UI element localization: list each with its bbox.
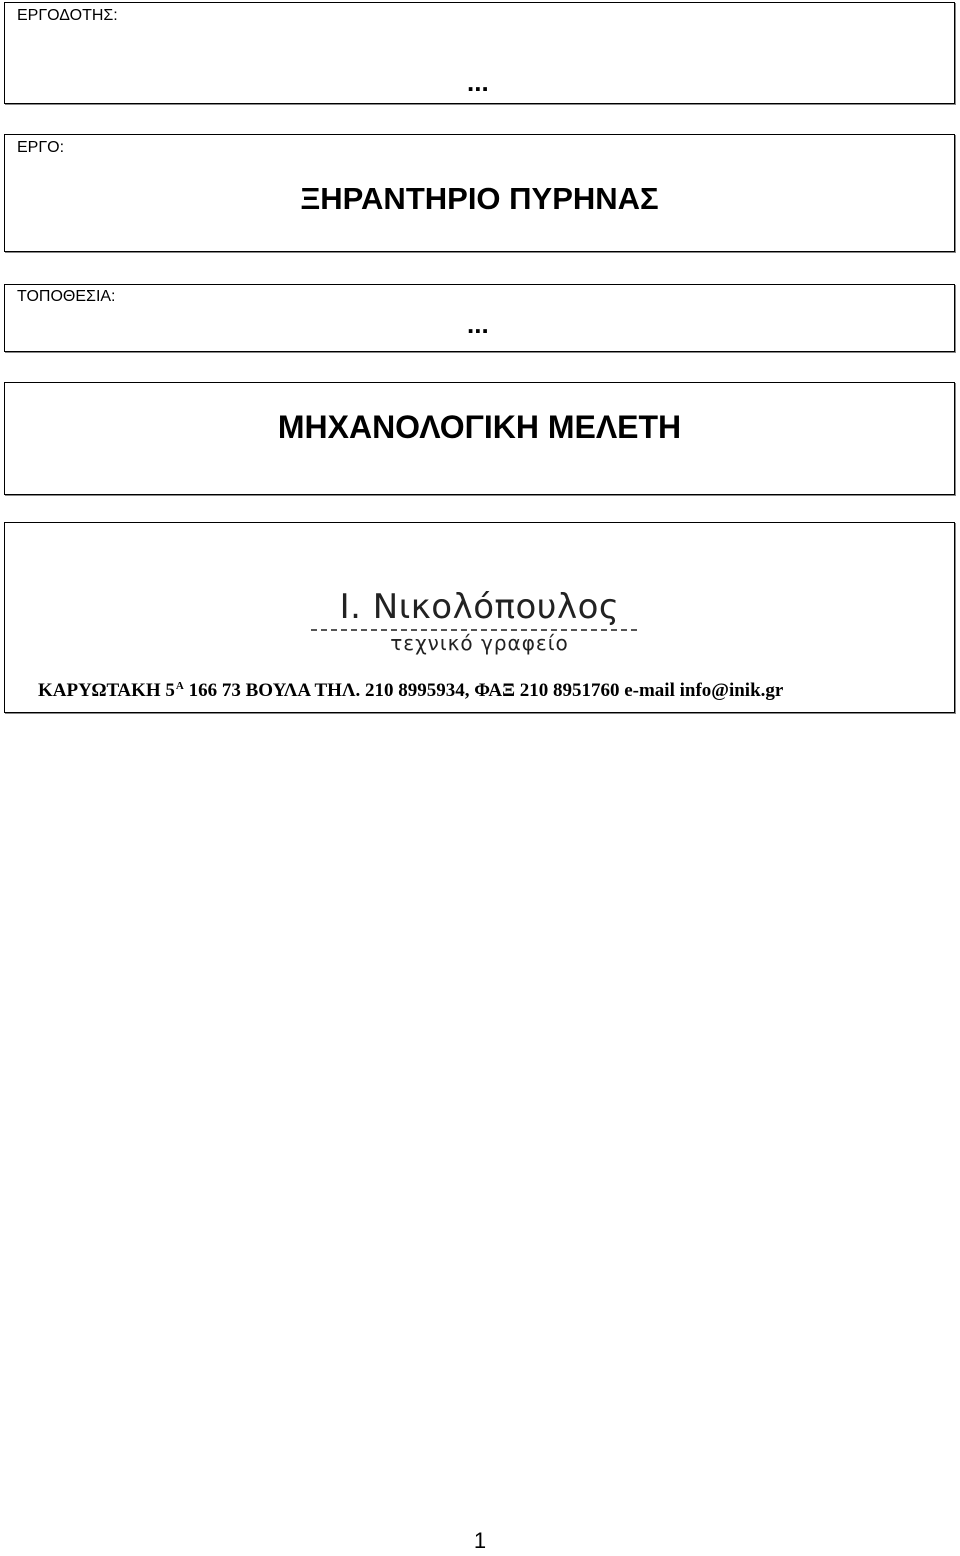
study-title-box bbox=[4, 382, 955, 495]
address-superscript: Α bbox=[175, 680, 184, 692]
project-title: ΞΗΡΑΝΤΗΡΙΟ ΠΥΡΗΝΑΣ bbox=[300, 181, 659, 216]
location-label: ΤΟΠΟΘΕΣΙΑ: bbox=[17, 288, 116, 305]
project-box bbox=[4, 134, 955, 252]
project-label: ΕΡΓΟ: bbox=[17, 139, 65, 156]
page-number: 1 bbox=[473, 1528, 487, 1553]
office-logo-subtitle: τεχνικό γραφείο bbox=[390, 631, 569, 655]
office-address bbox=[38, 680, 783, 702]
employer-label: ΕΡΓΟΔΟΤΗΣ: bbox=[17, 7, 118, 24]
employer-value: ... bbox=[467, 67, 489, 97]
address-street: ΚΑΡΥΩΤΑΚΗ 5 bbox=[38, 680, 175, 701]
employer-box bbox=[4, 2, 955, 104]
location-box bbox=[4, 284, 955, 352]
study-title: ΜΗΧΑΝΟΛΟΓΙΚΗ ΜΕΛΕΤΗ bbox=[277, 409, 682, 445]
location-value: ... bbox=[467, 309, 489, 339]
office-logo-name: Ι. Νικολόπουλος bbox=[339, 587, 620, 627]
address-contact: 166 73 ΒΟΥΛΑ ΤΗΛ. 210 8995934, ΦΑΞ 210 8951760 e-mail info@inik.gr bbox=[188, 680, 784, 701]
